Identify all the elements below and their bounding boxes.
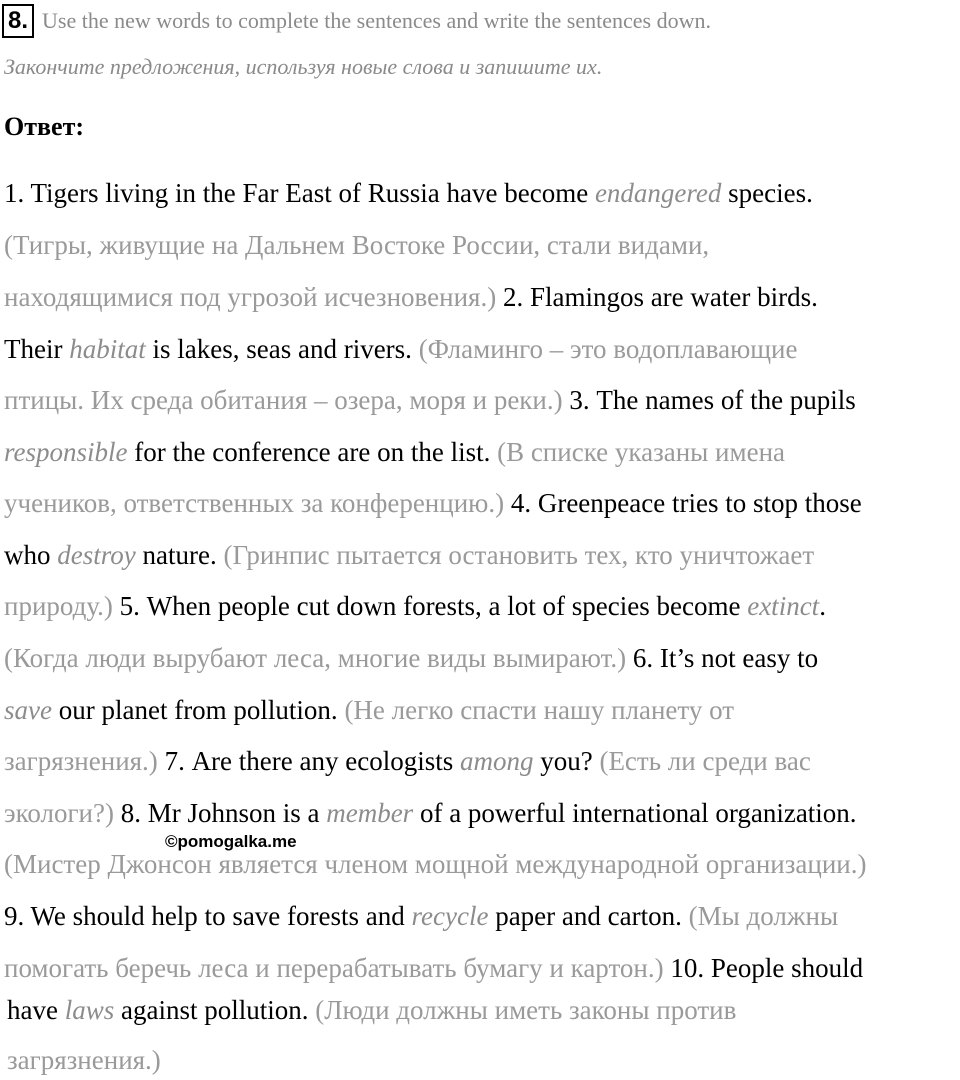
english-text: 3. The names of the pupils bbox=[562, 385, 856, 415]
english-text: paper and carton. bbox=[488, 901, 689, 931]
answer-line bbox=[4, 741, 811, 781]
instruction-english: Use the new words to complete the sentences and write the sentences down. bbox=[42, 8, 711, 33]
answer-line bbox=[4, 380, 856, 420]
keyword: member bbox=[326, 798, 414, 828]
keyword: extinct bbox=[747, 591, 820, 621]
answer-line bbox=[4, 948, 863, 988]
english-text: is lakes, seas and rivers. bbox=[145, 334, 419, 364]
watermark: ©pomogalka.me bbox=[165, 832, 297, 851]
answer-line bbox=[4, 432, 785, 472]
answer-line bbox=[4, 535, 814, 575]
english-text: 2. Flamingos are water birds. bbox=[496, 282, 818, 312]
english-text: 5. When people cut down forests, a lot of species become bbox=[112, 591, 748, 621]
english-text: who bbox=[4, 540, 58, 570]
russian-translation: (Не легко спасти нашу планету от bbox=[344, 695, 735, 725]
keyword: endangered bbox=[594, 178, 722, 208]
russian-translation: помогать беречь леса и перерабатывать бумагу и картон.) bbox=[4, 953, 664, 983]
english-text: nature. bbox=[135, 540, 224, 570]
task-header bbox=[2, 4, 711, 38]
english-text: 10. People should bbox=[663, 953, 864, 983]
answer-line bbox=[4, 483, 862, 523]
answer-label: Ответ: bbox=[4, 112, 85, 141]
russian-translation: (Гринпис пытается остановить тех, кто уничтожает bbox=[223, 540, 815, 570]
english-text: Their bbox=[4, 334, 70, 364]
english-text: have bbox=[7, 995, 65, 1025]
russian-translation: природу.) bbox=[4, 591, 113, 621]
instruction-russian: Закончите предложения, используя новые слова и запишите их. bbox=[4, 54, 603, 79]
answer-line bbox=[4, 638, 818, 678]
answer-line bbox=[4, 225, 709, 265]
keyword: laws bbox=[64, 995, 115, 1025]
english-text: you? bbox=[533, 746, 600, 776]
russian-translation: загрязнения.) bbox=[4, 746, 158, 776]
english-text: of a powerful international organization. bbox=[413, 798, 857, 828]
english-text: 8. Mr Johnson is a bbox=[113, 798, 327, 828]
answer-line bbox=[4, 277, 818, 317]
english-text: species. bbox=[721, 178, 813, 208]
keyword: destroy bbox=[57, 540, 136, 570]
english-text: 6. It’s not easy to bbox=[626, 643, 819, 673]
russian-translation: (Тигры, живущие на Дальнем Востоке России, стали видами, bbox=[4, 230, 710, 260]
task-number: 8. bbox=[2, 4, 34, 38]
answer-line bbox=[7, 990, 736, 1030]
russian-translation: экологи?) bbox=[4, 798, 114, 828]
russian-translation: находящимися под угрозой исчезновения.) bbox=[4, 282, 497, 312]
answer-line bbox=[4, 690, 734, 730]
keyword: among bbox=[459, 746, 534, 776]
english-text: 1. Tigers living in the Far East of Russia have become bbox=[4, 178, 595, 208]
answer-line bbox=[4, 173, 813, 213]
russian-translation: (Мы должны bbox=[688, 901, 839, 931]
english-text: . bbox=[819, 591, 826, 621]
english-text: 4. Greenpeace tries to stop those bbox=[504, 488, 862, 518]
english-text: against pollution. bbox=[114, 995, 316, 1025]
russian-translation: (Фламинго – это водоплавающие bbox=[418, 334, 798, 364]
russian-translation: (Люди должны иметь законы против bbox=[315, 995, 737, 1025]
russian-translation: (Когда люди вырубают леса, многие виды вымирают.) bbox=[4, 643, 627, 673]
answer-line bbox=[4, 329, 798, 369]
russian-translation: (Мистер Джонсон является членом мощной международной организации.) bbox=[4, 849, 867, 879]
answer-line bbox=[4, 896, 838, 936]
keyword: habitat bbox=[69, 334, 146, 364]
russian-translation: загрязнения.) bbox=[7, 1045, 161, 1075]
answer-line bbox=[4, 586, 826, 626]
russian-translation: птицы. Их среда обитания – озера, моря и реки.) bbox=[4, 385, 563, 415]
russian-translation: (В списке указаны имена bbox=[497, 437, 786, 467]
russian-translation: (Есть ли среди вас bbox=[599, 746, 811, 776]
answer-line bbox=[7, 1040, 161, 1080]
keyword: recycle bbox=[411, 901, 489, 931]
answer-line bbox=[4, 844, 867, 884]
keyword: responsible bbox=[4, 437, 128, 467]
english-text: our planet from pollution. bbox=[51, 695, 345, 725]
english-text: 9. We should help to save forests and bbox=[4, 901, 412, 931]
russian-translation: учеников, ответственных за конференцию.) bbox=[4, 488, 505, 518]
english-text: for the conference are on the list. bbox=[127, 437, 498, 467]
answer-line bbox=[4, 793, 857, 833]
english-text: 7. Are there any ecologists bbox=[157, 746, 460, 776]
keyword: save bbox=[4, 695, 52, 725]
